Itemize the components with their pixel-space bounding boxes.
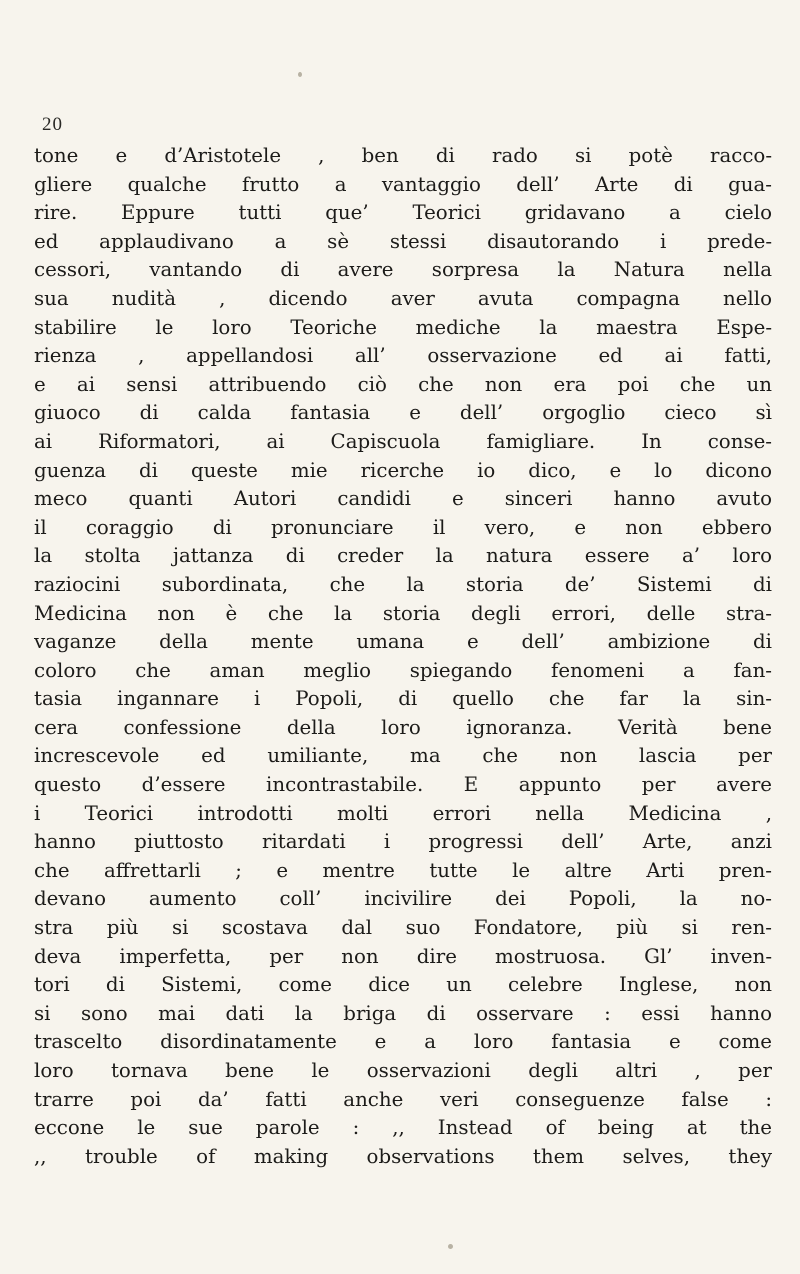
text-line: ai Riformatori, ai Capiscuola famigliare. In conse- [34,429,772,453]
text-line: tasia ingannare i Popoli, di quello che far la sin- [34,687,772,711]
text-line: increscevole ed umiliante, ma che non lascia per [34,744,772,768]
text-line: i Teorici introdotti molti errori nella Medicina , [34,801,772,825]
text-line: rire. Eppure tutti que’ Teorici gridavano a cielo [34,201,772,225]
text-line: tone e d’Aristotele , ben di rado si potè racco- [34,144,772,167]
text-line: questo d’essere incontrastabile. E appunto per avere [34,773,772,797]
text-line: tori di Sistemi, come dice un celebre Inglese, non [34,973,772,997]
text-line: Medicina non è che la storia degli errori, delle stra- [34,601,772,625]
text-line: coloro che aman meglio spiegando fenomeni a fan- [34,658,772,682]
text-line: giuoco di calda fantasia e dell’ orgoglio cieco sì [34,401,772,425]
text-line: loro tornava bene le osservazioni degli altri , per [34,1059,772,1082]
text-line: cessori, vantando di avere sorpresa la Natura nella [34,258,772,282]
text-line: stra più si scostava dal suo Fondatore, più si ren- [34,916,772,940]
text-line: raziocini subordinata, che la storia de’ Sistemi di [34,572,772,596]
text-line: trascelto disordinatamente e a loro fantasia e come [34,1030,772,1054]
body-text [34,142,772,1171]
text-line: la stolta jattanza di creder la natura essere a’ loro [34,544,772,568]
paper-speck [298,72,302,77]
text-line: deva imperfetta, per non dire mostruosa. Gl’ inven- [34,944,772,968]
text-line: cera confessione della loro ignoranza. Verità bene [34,715,772,739]
text-line: trarre poi da’ fatti anche veri conseguenze false : [34,1087,772,1111]
text-line: meco quanti Autori candidi e sinceri hanno avuto [34,487,772,511]
page-number: 20 [42,114,63,135]
text-line: eccone le sue parole : ,, Instead of being at the [34,1116,772,1140]
text-line: devano aumento coll’ incivilire dei Popoli, la no- [34,887,772,911]
paper-speck [448,1244,453,1249]
text-line: vaganze della mente umana e dell’ ambizione di [34,630,772,654]
text-line: guenza di queste mie ricerche io dico, e lo dicono [34,458,772,482]
text-line: e ai sensi attribuendo ciò che non era poi che un [34,372,772,396]
text-line: hanno piuttosto ritardati i progressi dell’ Arte, anzi [34,830,772,854]
text-line: che affrettarli ; e mentre tutte le altre Arti pren- [34,858,772,882]
text-line: il coraggio di pronunciare il vero, e non ebbero [34,515,772,539]
text-line: sua nudità , dicendo aver avuta compagna nello [34,286,772,310]
text-line: si sono mai dati la briga di osservare : essi hanno [34,1001,772,1025]
text-line: gliere qualche frutto a vantaggio dell’ Arte di gua- [34,172,772,196]
text-line: stabilire le loro Teoriche mediche la maestra Espe- [34,315,772,339]
text-line: rienza , appellandosi all’ osservazione ed ai fatti, [34,344,772,368]
text-line: ,, trouble of making observations them selves, they [34,1144,772,1168]
text-line: ed applaudivano a sè stessi disautorando i prede- [34,229,772,253]
